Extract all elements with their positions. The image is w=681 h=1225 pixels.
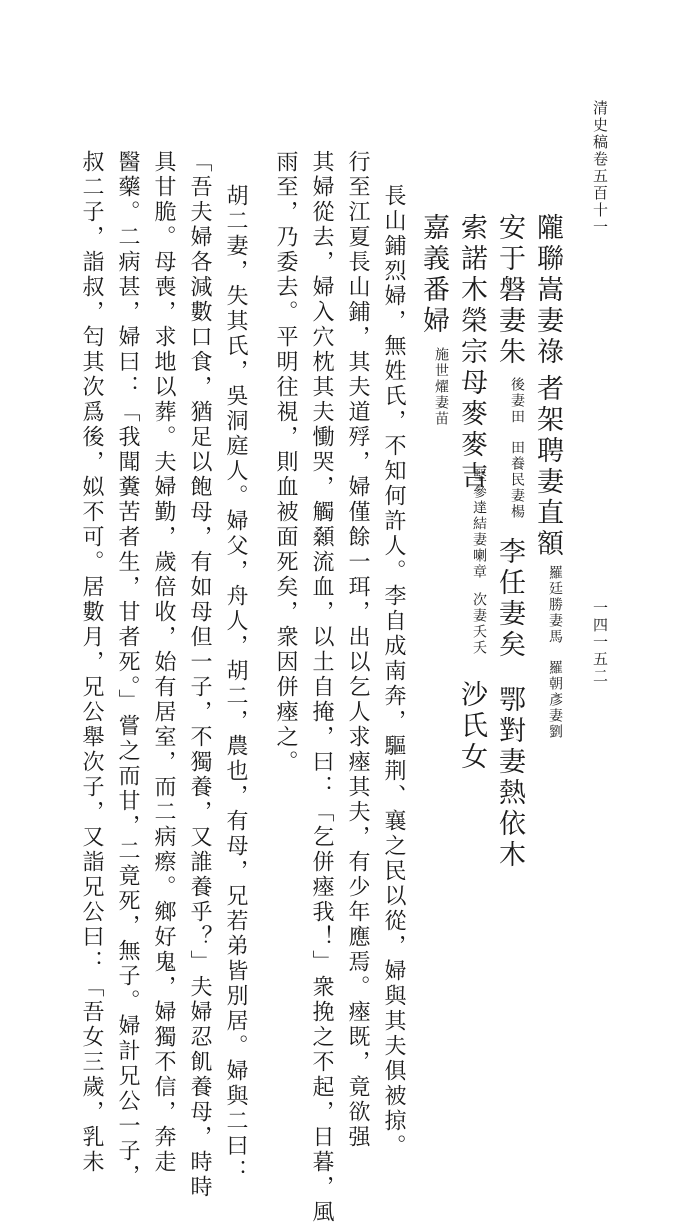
- volume-header: 清史稿卷五百十一: [591, 100, 609, 236]
- toc-sub-jiancan: 堅參達結妻喇章: [471, 468, 487, 580]
- toc-sub-tianyangmin: 田養民妻楊: [509, 440, 525, 520]
- body-column-2: 行至江夏長山鋪，其夫道殍，婦僅餘一珥，出以乞人求瘞其夫，有少年應焉。瘞既，竟欲强: [345, 150, 370, 1150]
- toc-sub-ciqi: 次妻夭夭: [471, 592, 487, 656]
- body-column-7: 具甘脆。母喪，求地以葬。夫婦勤，歲倍收，始有居室，而二病瘵。鄉好鬼，婦獨不信，奔走: [151, 150, 176, 1175]
- toc-entry-suonuomu: 索諾木榮宗母麥麥吉: [456, 213, 487, 492]
- toc-entry-anyupan: 安于磐妻朱: [494, 213, 525, 368]
- body-column-8: 醫藥。二病甚，婦曰：「我聞糞苦者生，甘者死。」嘗之而甘，二竟死，無子。婦計兄公一子，: [115, 150, 140, 1189]
- body-column-1: 長山鋪烈婦，無姓氏，不知何許人。李自成南奔，驅荆、襄之民以從，婦與其夫俱被掠。: [381, 184, 406, 1159]
- body-column-6: 「吾夫婦各減數口食，猶足以飽母，有如母但一子，不獨養，又誰養乎？」夫婦忍飢養母，時時: [187, 150, 212, 1200]
- page-number: 一四一五二: [591, 600, 609, 685]
- toc-entry-liren: 李任妻矣: [494, 537, 525, 661]
- toc-entry-shashi: 沙氏女: [456, 680, 487, 773]
- body-column-3: 其婦從去，婦入穴枕其夫慟哭，觸顙流血，以土自掩，曰：「乞併瘞我！」衆挽之不起，日暮，風: [309, 150, 334, 1225]
- body-column-9: 叔二子，詣叔，匄其次爲後，姒不可。居數月，兄公舉次子，又詣兄公曰：「吾女三歲，乳未: [79, 150, 104, 1175]
- toc-entry-zhejia: 者架聘妻直額: [532, 374, 563, 560]
- toc-entry-edui: 鄂對妻熱依木: [494, 685, 525, 871]
- toc-sub-luochaoyan: 羅朝彥妻劉: [547, 660, 563, 740]
- body-column-4: 雨至，乃委去。平明往視，則血被面死矣，衆因併瘞之。: [273, 150, 298, 775]
- toc-sub-shishiyao: 施世燿妻苗: [433, 347, 449, 427]
- toc-entry-longlian: 隴聯嵩妻祿: [532, 213, 563, 368]
- toc-sub-luotingsheng: 羅廷勝妻馬: [547, 565, 563, 645]
- toc-sub-houqitian: 後妻田: [509, 377, 525, 425]
- toc-entry-jiayifanfu: 嘉義番婦: [418, 213, 449, 337]
- body-column-5: 胡二妻，失其氏，吳洞庭人。婦父，舟人，胡二，農也，有母，兄若弟皆別居。婦與二曰：: [223, 184, 248, 1184]
